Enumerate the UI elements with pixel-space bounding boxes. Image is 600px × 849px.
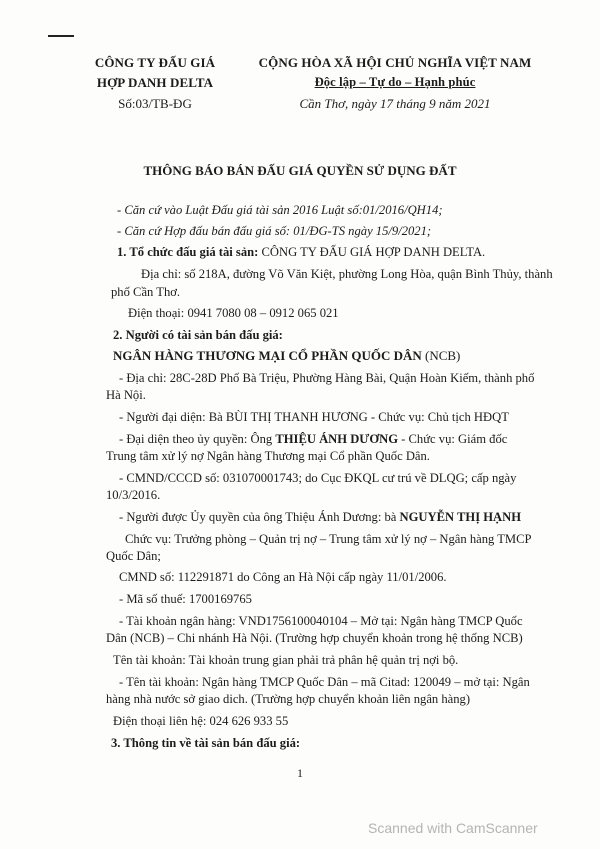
org-address-line1: Địa chỉ: số 218A, đường Võ Văn Kiệt, phường Long Hòa, quận Bình Thủy, thành	[141, 267, 553, 281]
scanner-watermark: Scanned with CamScanner	[368, 820, 538, 836]
bank-address-line2: Hà Nội.	[106, 388, 146, 402]
representative-prefix: - Người đại diện: Bà	[119, 410, 226, 424]
place-date: Cần Thơ, ngày 17 tháng 9 năm 2021	[299, 96, 491, 111]
id-line2: 10/3/2016.	[106, 488, 161, 502]
representative-name: BÙI THỊ THANH HƯƠNG	[225, 410, 368, 424]
account-line1: - Tài khoản ngân hàng: VND1756100040104 – Mở tại: Ngân hàng TMCP Quốc	[119, 614, 523, 628]
document-title: THÔNG BÁO BÁN ĐẤU GIÁ QUYỀN SỬ DỤNG ĐẤT	[143, 163, 457, 178]
national-title: CỘNG HÒA XÃ HỘI CHỦ NGHĨA VIỆT NAM	[258, 55, 532, 70]
section1-row	[117, 244, 485, 260]
section3-heading: 3. Thông tin về tài sản bán đấu giá:	[111, 736, 301, 750]
doc-number: Số:03/TB-ĐG	[118, 96, 192, 111]
auction-org-name: CÔNG TY ĐẤU GIÁ HỢP DANH DELTA.	[261, 245, 486, 259]
contact-phone: Điện thoại liên hệ: 024 626 933 55	[113, 714, 289, 728]
bank-abbr: (NCB)	[425, 348, 461, 363]
authorized-line2: Trung tâm xử lý nợ Ngân hàng Thương mại Cổ phần Quốc Dân.	[106, 449, 430, 463]
id-line1: - CMND/CCCD số: 031070001743; do Cục ĐKQL cư trú về DLQG; cấp ngày	[119, 471, 517, 485]
bank-name-row	[113, 348, 460, 364]
national-motto: Độc lập – Tự do – Hạnh phúc	[314, 75, 476, 89]
position-line2: Quốc Dân;	[106, 549, 161, 563]
org-address-line2: phố Cần Thơ.	[111, 285, 181, 299]
margin-mark	[48, 35, 74, 37]
representative-position: - Chức vụ: Chủ tịch HĐQT	[367, 410, 509, 424]
interbank-line2: hàng nhà nước sở giao dich. (Trường hợp chuyển khoản liên ngân hàng)	[106, 692, 471, 706]
basis-line-2: - Căn cứ Hợp đấu bán đấu giá số: 01/ĐG-TS ngày 15/9/2021;	[117, 224, 432, 238]
section2-heading: 2. Người có tài sản bán đấu giá:	[113, 328, 283, 342]
authorized-prefix: - Đại diện theo ủy quyền: Ông	[119, 432, 276, 446]
position-line1: Chức vụ: Trưởng phòng – Quản trị nợ – Trung tâm xử lý nợ – Ngân hàng TMCP	[125, 532, 532, 546]
tax-code: - Mã số thuế: 1700169765	[119, 592, 252, 606]
bank-name: NGÂN HÀNG THƯƠNG MẠI CỔ PHẦN QUỐC DÂN	[113, 348, 422, 363]
sub-authorized-name: NGUYỄN THỊ HẠNH	[399, 510, 522, 524]
bank-address-line1: - Địa chỉ: 28C-28D Phố Bà Triệu, Phường Hàng Bài, Quận Hoàn Kiếm, thành phố	[119, 371, 535, 385]
authorized-position: - Chức vụ: Giám đốc	[398, 432, 508, 446]
interbank-line1: - Tên tài khoản: Ngân hàng TMCP Quốc Dân – mã Citad: 120049 – mở tại: Ngân	[119, 675, 530, 689]
page-number: 1	[297, 766, 303, 780]
account-line2: Dân (NCB) – Chi nhánh Hà Nội. (Trường hợp chuyển khoản trong hệ thống NCB)	[106, 631, 523, 645]
representative-row	[119, 409, 509, 425]
authorized-name: THIỆU ÁNH DƯƠNG	[275, 432, 399, 446]
org-name-line1: CÔNG TY ĐẤU GIÁ	[94, 55, 216, 70]
sub-id: CMND số: 112291871 do Công an Hà Nội cấp ngày 11/01/2006.	[119, 570, 447, 584]
authorized-row	[119, 431, 507, 447]
org-name-line2: HỢP DANH DELTA	[96, 75, 214, 90]
basis-line-1: - Căn cứ vào Luật Đấu giá tài sản 2016 Luật số:01/2016/QH14;	[117, 203, 443, 217]
account-name: Tên tài khoản: Tài khoản trung gian phải trả phân hệ quản trị nợi bộ.	[113, 653, 459, 667]
sub-authorized-prefix: - Người được Ủy quyền của ông Thiệu Ánh Dương: bà	[119, 510, 400, 524]
sub-authorized-row	[119, 509, 521, 525]
org-phone: Điện thoại: 0941 7080 08 – 0912 065 021	[128, 306, 339, 320]
section1-heading: 1. Tổ chức đấu giá tài sản:	[117, 245, 259, 259]
